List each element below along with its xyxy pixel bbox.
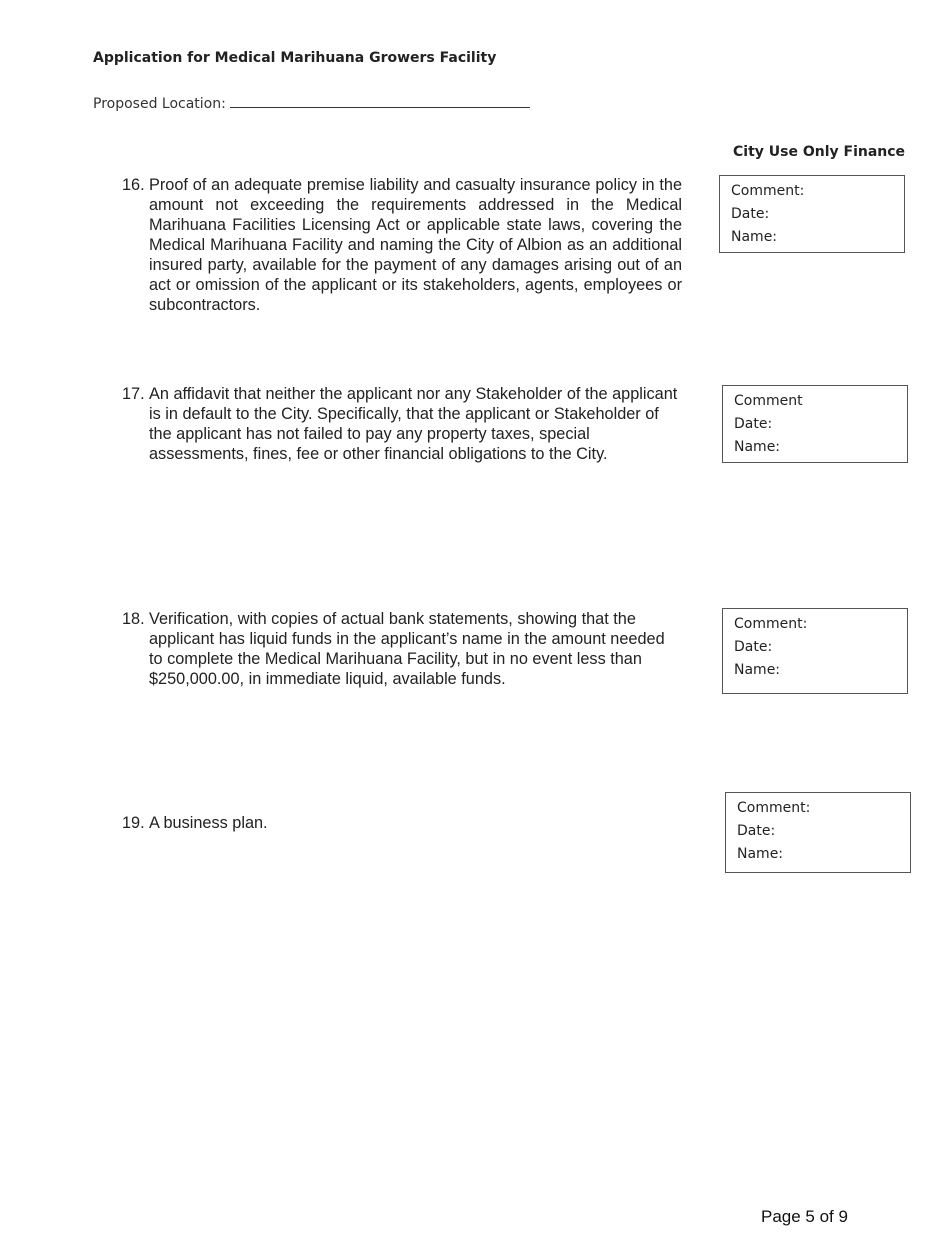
- comment-label: Comment:: [737, 800, 811, 816]
- date-label: Date:: [731, 206, 770, 222]
- date-label: Date:: [734, 416, 773, 432]
- item-number: 18.: [122, 610, 145, 628]
- city-use-box-17: [722, 385, 908, 463]
- item-number: 19.: [122, 814, 145, 832]
- item-text: Verification, with copies of actual bank statements, showing that the applicant has liquid funds in the applicant’s name in the amount needed to complete the Medical Marihuana Facility, but in no event less than $250,000.00, in immediate liquid, available funds.: [149, 610, 665, 688]
- requirement-item-17: [122, 384, 682, 464]
- document-title: Application for Medical Marihuana Growers Facility: [93, 50, 497, 66]
- comment-label: Comment:: [731, 183, 805, 199]
- city-use-box-18: [722, 608, 908, 694]
- name-label: Name:: [734, 439, 781, 455]
- requirement-item-18: [122, 609, 682, 689]
- proposed-location-label: Proposed Location:: [93, 96, 226, 112]
- requirement-item-19: [122, 813, 682, 833]
- city-use-heading: City Use Only Finance: [733, 144, 906, 160]
- item-text: A business plan.: [149, 814, 268, 832]
- date-label: Date:: [734, 639, 773, 655]
- requirement-item-16: [122, 175, 682, 315]
- page-number: Page 5 of 9: [761, 1207, 848, 1226]
- item-text: An affidavit that neither the applicant nor any Stakeholder of the applicant is in default to the City. Specifically, that the applicant or Stakeholder of the applicant has not failed to pay any property taxes, special assessments, fines, fee or other financial obligations to the City.: [149, 385, 678, 463]
- name-label: Name:: [731, 229, 778, 245]
- comment-label: Comment:: [734, 616, 808, 632]
- name-label: Name:: [734, 662, 781, 678]
- item-number: 17.: [122, 385, 145, 403]
- item-number: 16.: [122, 176, 145, 194]
- city-use-box-19: [725, 792, 911, 873]
- proposed-location-row: [93, 93, 530, 112]
- item-text: Proof of an adequate premise liability and casualty insurance policy in the amount not exceeding the requirements addressed in the Medical Marihuana Facilities Licensing Act or applicable state laws, covering the Medical Marihuana Facility and naming the City of Albion as an additional insured party, available for the payment of any damages arising out of an act or omission of the applicant or its stakeholders, agents, employees or subcontractors.: [149, 176, 682, 314]
- date-label: Date:: [737, 823, 776, 839]
- name-label: Name:: [737, 846, 784, 862]
- proposed-location-blank[interactable]: [230, 93, 530, 108]
- city-use-box-16: [719, 175, 905, 253]
- comment-label: Comment: [734, 393, 803, 409]
